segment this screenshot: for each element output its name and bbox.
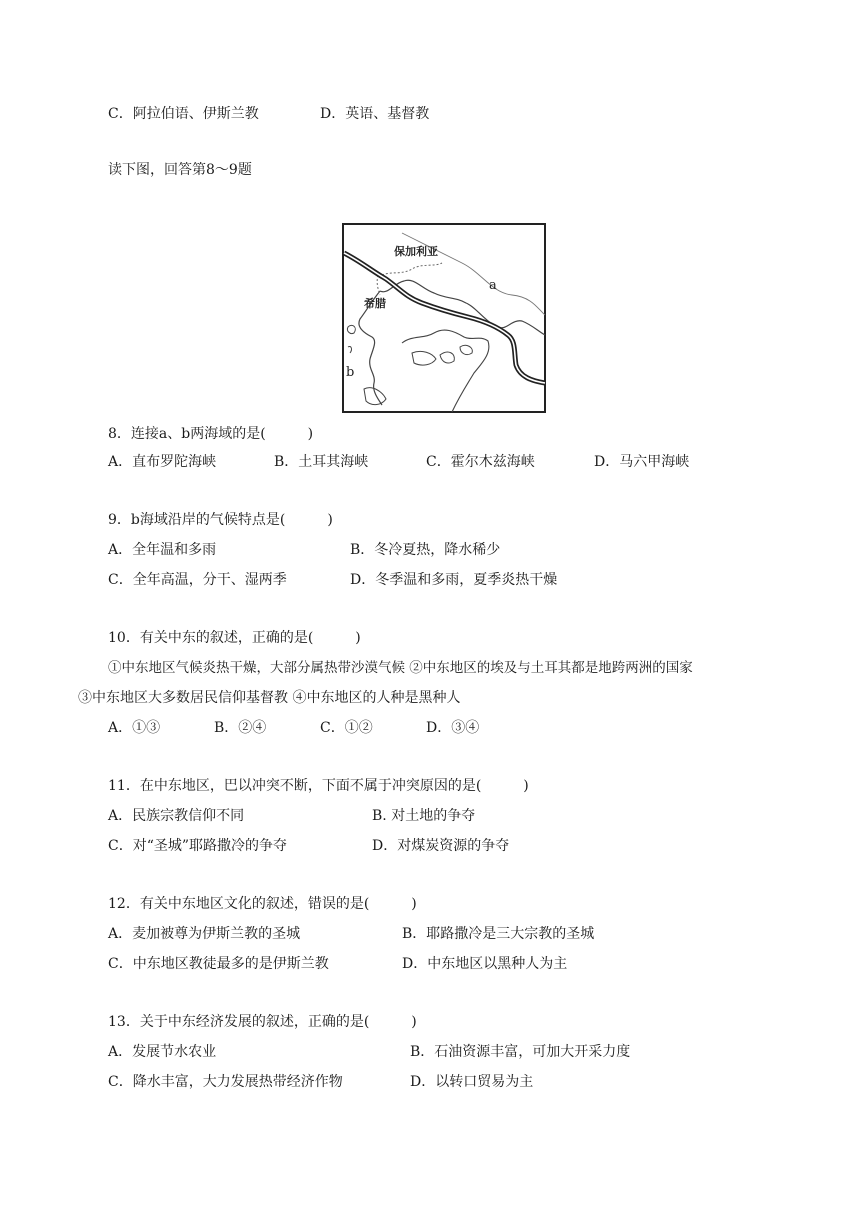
q13-option-a: A．发展节水农业 [108, 1044, 217, 1060]
q10-option-b: B．②④ [214, 720, 267, 736]
map-label-a: a [489, 278, 497, 293]
q11-option-c: C．对“圣城”耶路撒冷的争夺 [108, 838, 288, 854]
q10-stem: 10．有关中东的叙述，正确的是( ) [108, 630, 361, 646]
q10-option-c: C．①② [320, 720, 373, 736]
q12-option-d: D．中东地区以黑种人为主 [402, 956, 568, 972]
map-label-greece: 希腊 [364, 297, 386, 310]
q9-option-a: A．全年温和多雨 [108, 542, 217, 558]
q10-option-a: A．①③ [108, 720, 161, 736]
q11-stem: 11．在中东地区，巴以冲突不断，下面不属于冲突原因的是( ) [108, 778, 529, 794]
q13-stem: 13．关于中东经济发展的叙述，正确的是( ) [108, 1014, 417, 1030]
q10-statement-2: ③中东地区大多数居民信仰基督教 ④中东地区的人种是黑种人 [78, 690, 461, 706]
q8-option-a: A．直布罗陀海峡 [108, 454, 217, 470]
intro-text: 读下图，回答第8～9题 [108, 162, 252, 178]
q13-option-d: D．以转口贸易为主 [410, 1074, 534, 1090]
map-label-bulgaria: 保加利亚 [394, 245, 438, 258]
q8-option-d: D．马六甲海峡 [594, 454, 690, 470]
q8-stem: 8．连接a、b两海域的是( ) [108, 426, 314, 442]
option-c: C．阿拉伯语、伊斯兰教 [108, 106, 259, 122]
q8-option-c: C．霍尔木兹海峡 [426, 454, 535, 470]
q11-option-a: A．民族宗教信仰不同 [108, 808, 245, 824]
q12-option-a: A．麦加被尊为伊斯兰教的圣城 [108, 926, 301, 942]
q12-option-c: C．中东地区教徒最多的是伊斯兰教 [108, 956, 329, 972]
option-d: D．英语、基督教 [320, 106, 430, 122]
map-figure [342, 223, 546, 413]
q13-option-b: B．石油资源丰富，可加大开采力度 [410, 1044, 631, 1060]
q12-stem: 12．有关中东地区文化的叙述，错误的是( ) [108, 896, 417, 912]
q9-option-c: C．全年高温，分干、湿两季 [108, 572, 287, 588]
map-label-b: b [346, 365, 355, 380]
q9-option-b: B．冬冷夏热，降水稀少 [350, 542, 501, 558]
q9-stem: 9．b海域沿岸的气候特点是( ) [108, 512, 333, 528]
q10-statement-1: ①中东地区气候炎热干燥，大部分属热带沙漠气候 ②中东地区的埃及与土耳其都是地跨两洲的国家 [108, 660, 693, 676]
q9-option-d: D．冬季温和多雨，夏季炎热干燥 [350, 572, 558, 588]
q11-option-d: D．对煤炭资源的争夺 [372, 838, 510, 854]
q10-option-d: D．③④ [426, 720, 480, 736]
q12-option-b: B．耶路撒冷是三大宗教的圣城 [402, 926, 595, 942]
q8-option-b: B．土耳其海峡 [274, 454, 369, 470]
q11-option-b: B. 对土地的争夺 [372, 808, 476, 824]
map-svg [342, 223, 546, 413]
q13-option-c: C．降水丰富，大力发展热带经济作物 [108, 1074, 343, 1090]
